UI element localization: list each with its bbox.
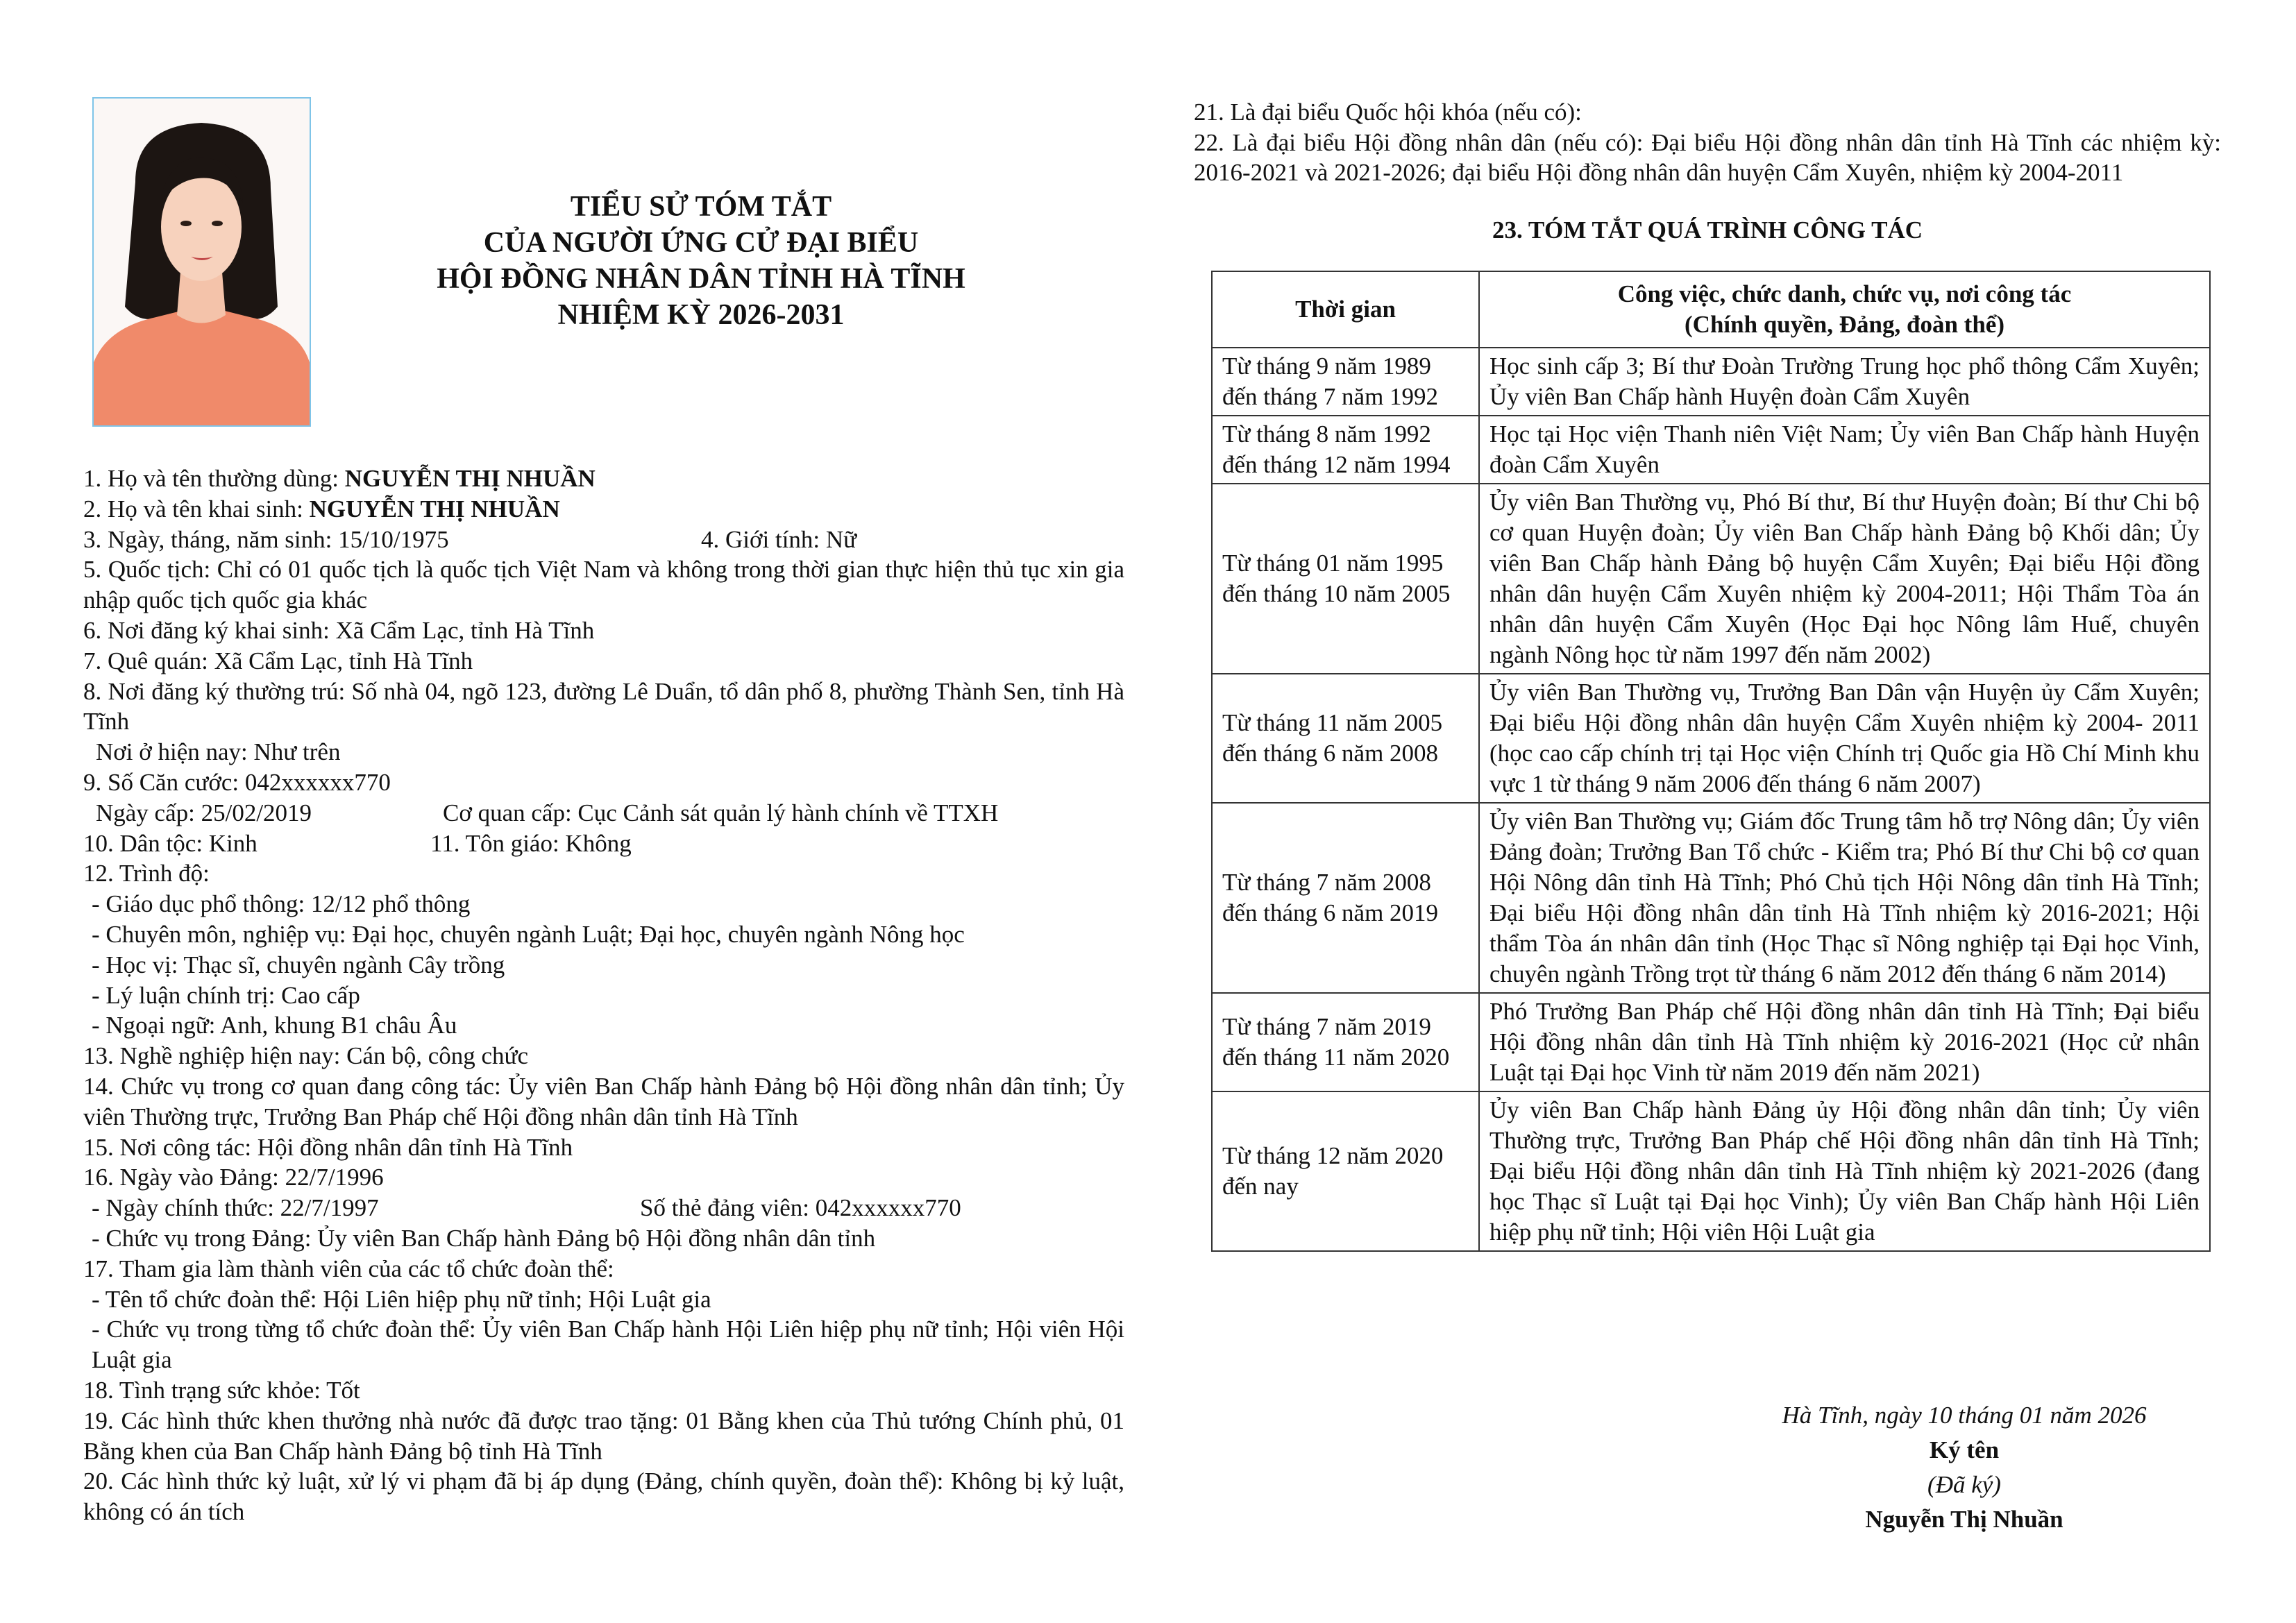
bio-line-17a: - Tên tổ chức đoàn thể: Hội Liên hiệp phụ nữ tỉnh; Hội Luật gia [92, 1285, 711, 1313]
biography-section [83, 464, 1124, 1527]
time-cell: Từ tháng 12 năm 2020 đến nay [1212, 1091, 1479, 1251]
bio-line-12b: - Chuyên môn, nghiệp vụ: Đại học, chuyên ngành Luật; Đại học, chuyên ngành Nông học [92, 920, 965, 948]
title-line: TIỂU SỬ TÓM TẮT [570, 191, 832, 223]
bio-line-8: 8. Nơi đăng ký thường trú: Số nhà 04, ngõ 123, đường Lê Duẩn, tổ dân phố 8, phường Thành Sen, tỉnh Hà Tĩnh [83, 677, 1124, 736]
document-title [389, 189, 1013, 333]
bio-line-12c: - Học vị: Thạc sĩ, chuyên ngành Cây trồng [92, 951, 505, 978]
bio-line-6: 6. Nơi đăng ký khai sinh: Xã Cẩm Lạc, tỉnh Hà Tĩnh [83, 616, 595, 644]
description-cell: Ủy viên Ban Thường vụ, Trưởng Ban Dân vận Huyện ủy Cẩm Xuyên; Đại biểu Hội đồng nhân dân huyện Cẩm Xuyên nhiệm kỳ 2004- 2011 (học cao cấp chính trị tại Học viện Chính trị Quốc gia Hồ Chí Minh khu vực 1 từ tháng 9 năm 2006 đến tháng 6 năm 2007) [1479, 674, 2210, 803]
time-cell: Từ tháng 8 năm 1992 đến tháng 12 năm 1994 [1212, 416, 1479, 484]
signature-block [1721, 1398, 2207, 1537]
header-time: Thời gian [1212, 271, 1479, 348]
description-cell: Học tại Học viện Thanh niên Việt Nam; Ủy viên Ban Chấp hành Huyện đoàn Cẩm Xuyên [1479, 416, 2210, 484]
bio-line-2: 2. Họ và tên khai sinh: NGUYỄN THỊ NHUẦN [83, 495, 560, 522]
portrait-photo [92, 97, 311, 427]
bio-line-9: 9. Số Căn cước: 042xxxxxx770 [83, 768, 391, 796]
table-row [1212, 1091, 2210, 1251]
bio-line-10: 10. Dân tộc: Kinh 11. Tôn giáo: Không [83, 829, 632, 857]
bio-line-21: 21. Là đại biểu Quốc hội khóa (nếu có): [1194, 99, 1582, 126]
time-cell: Từ tháng 7 năm 2019 đến tháng 11 năm 2020 [1212, 993, 1479, 1091]
time-cell: Từ tháng 7 năm 2008 đến tháng 6 năm 2019 [1212, 803, 1479, 993]
time-cell: Từ tháng 9 năm 1989 đến tháng 7 năm 1992 [1212, 348, 1479, 416]
representative-info [1194, 97, 2221, 188]
title-line: CỦA NGƯỜI ỨNG CỬ ĐẠI BIỂU [483, 227, 919, 259]
bio-line-18: 18. Tình trạng sức khỏe: Tốt [83, 1376, 360, 1404]
bio-line-12: 12. Trình độ: [83, 860, 210, 887]
bio-line-12e: - Ngoại ngữ: Anh, khung B1 châu Âu [92, 1012, 457, 1039]
description-cell: Ủy viên Ban Chấp hành Đảng ủy Hội đồng nhân dân tỉnh; Ủy viên Thường trực, Trưởng Ban Pháp chế Hội đồng nhân dân tỉnh Hà Tĩnh; Đại biểu Hội đồng nhân dân tỉnh Hà Tĩnh nhiệm kỳ 2021-2026 (đang học Thạc sĩ Luật tại Đại học Vinh); Ủy viên Ban Chấp hành Hội Liên hiệp phụ nữ tỉnh; Hội viên Hội Luật gia [1479, 1091, 2210, 1251]
bio-line-15: 15. Nơi công tác: Hội đồng nhân dân tỉnh Hà Tĩnh [83, 1133, 573, 1161]
bio-line-17b: - Chức vụ trong từng tổ chức đoàn thể: Ủy viên Ban Chấp hành Hội Liên hiệp phụ nữ tỉnh; Hội viên Hội Luật gia [92, 1316, 1124, 1374]
bio-line-8b: Nơi ở hiện nay: Như trên [96, 738, 341, 766]
bio-line-16c: - Chức vụ trong Đảng: Ủy viên Ban Chấp hành Đảng bộ Hội đồng nhân dân tỉnh [92, 1224, 876, 1252]
sign-label: Ký tên [1929, 1436, 2000, 1463]
table-row [1212, 993, 2210, 1091]
bio-line-1: 1. Họ và tên thường dùng: NGUYỄN THỊ NHUẦN [83, 465, 596, 492]
bio-line-17: 17. Tham gia làm thành viên của các tổ chức đoàn thể: [83, 1255, 614, 1282]
table-header-row [1212, 271, 2210, 348]
bio-line-7: 7. Quê quán: Xã Cẩm Lạc, tỉnh Hà Tĩnh [83, 647, 473, 674]
signed-note: (Đã ký) [1927, 1471, 2001, 1498]
time-cell: Từ tháng 11 năm 2005 đến tháng 6 năm 2008 [1212, 674, 1479, 803]
header-description: Công việc, chức danh, chức vụ, nơi công tác (Chính quyền, Đảng, đoàn thể) [1479, 271, 2210, 348]
description-cell: Ủy viên Ban Thường vụ, Phó Bí thư, Bí thư Huyện đoàn; Bí thư Chi bộ cơ quan Huyện đoàn; Ủy viên Ban Chấp hành Đảng bộ Khối dân; Ủy viên Ban Chấp hành Đảng bộ huyện Cẩm Xuyên; Đại biểu Hội đồng nhân dân huyện Cẩm Xuyên nhiệm kỳ 2004-2011; Hội Thẩm Tòa án nhân dân huyện Cẩm Xuyên (Học Đại học Nông lâm Huế, chuyên ngành Nông học từ năm 1997 đến năm 2002) [1479, 484, 2210, 674]
title-line: HỘI ĐỒNG NHÂN DÂN TỈNH HÀ TĨNH [437, 263, 965, 295]
bio-line-16: 16. Ngày vào Đảng: 22/7/1996 [83, 1164, 384, 1191]
table-row [1212, 416, 2210, 484]
bio-line-13: 13. Nghề nghiệp hiện nay: Cán bộ, công chức [83, 1042, 529, 1070]
table-row [1212, 348, 2210, 416]
description-cell: Học sinh cấp 3; Bí thư Đoàn Trường Trung học phổ thông Cẩm Xuyên; Ủy viên Ban Chấp hành Huyện đoàn Cẩm Xuyên [1479, 348, 2210, 416]
bio-line-5: 5. Quốc tịch: Chỉ có 01 quốc tịch là quốc tịch Việt Nam và không trong thời gian thực hiện thủ tục xin gia nhập quốc tịch quốc gia khác [83, 556, 1124, 614]
bio-line-16a: - Ngày chính thức: 22/7/1997 Số thẻ đảng viên: 042xxxxxx770 [92, 1194, 961, 1222]
table-row [1212, 484, 2210, 674]
bio-line-20: 20. Các hình thức kỷ luật, xử lý vi phạm đã bị áp dụng (Đảng, chính quyền, đoàn thể): Không bị kỷ luật, không có án tích [83, 1468, 1124, 1526]
bio-line-12d: - Lý luận chính trị: Cao cấp [92, 981, 360, 1009]
career-heading: 23. TÓM TẮT QUÁ TRÌNH CÔNG TÁC [1492, 216, 1923, 244]
place-date: Hà Tĩnh, ngày 10 tháng 01 năm 2026 [1782, 1402, 2147, 1429]
career-table [1211, 271, 2211, 1252]
table-row [1212, 674, 2210, 803]
bio-line-19: 19. Các hình thức khen thưởng nhà nước đã được trao tặng: 01 Bằng khen của Thủ tướng Chính phủ, 01 Bằng khen của Ban Chấp hành Đảng bộ tỉnh Hà Tĩnh [83, 1407, 1124, 1465]
title-line: NHIỆM KỲ 2026-2031 [557, 299, 845, 331]
description-cell: Phó Trưởng Ban Pháp chế Hội đồng nhân dân tỉnh Hà Tĩnh; Đại biểu Hội đồng nhân dân tỉnh Hà Tĩnh nhiệm kỳ 2016-2021 (Học cử nhân Luật tại Đại học Vinh từ năm 2019 đến năm 2021) [1479, 993, 2210, 1091]
bio-line-9a: Ngày cấp: 25/02/2019 Cơ quan cấp: Cục Cảnh sát quản lý hành chính về TTXH [96, 799, 999, 826]
bio-line-12a: - Giáo dục phổ thông: 12/12 phổ thông [92, 890, 471, 918]
description-cell: Ủy viên Ban Thường vụ; Giám đốc Trung tâm hỗ trợ Nông dân; Ủy viên Đảng đoàn; Trưởng Ban Tổ chức - Kiểm tra; Phó Bí thư Chi bộ cơ quan Hội Nông dân tỉnh Hà Tĩnh; Phó Chủ tịch Hội Nông dân tỉnh Hà Tĩnh; Đại biểu Hội đồng nhân dân tỉnh Hà Tĩnh nhiệm kỳ 2016-2021; Hội thẩm Tòa án nhân dân tỉnh (Học Thạc sĩ Nông nghiệp tại Đại học Vinh, chuyên ngành Trồng trọt từ tháng 6 năm 2012 đến tháng 6 năm 2014) [1479, 803, 2210, 993]
time-cell: Từ tháng 01 năm 1995 đến tháng 10 năm 2005 [1212, 484, 1479, 674]
bio-line-3: 3. Ngày, tháng, năm sinh: 15/10/1975 4. Giới tính: Nữ [83, 525, 857, 553]
bio-line-22: 22. Là đại biểu Hội đồng nhân dân (nếu có): Đại biểu Hội đồng nhân dân tỉnh Hà Tĩnh các nhiệm kỳ: 2016-2021 và 2021-2026; đại biểu Hội đồng nhân dân huyện Cẩm Xuyên, nhiệm kỳ 2004-2011 [1194, 128, 2221, 186]
portrait-image [94, 99, 310, 425]
bio-line-14: 14. Chức vụ trong cơ quan đang công tác: Ủy viên Ban Chấp hành Đảng bộ Hội đồng nhân dân tỉnh; Ủy viên Thường trực, Trưởng Ban Pháp chế Hội đồng nhân dân tỉnh Hà Tĩnh [83, 1072, 1124, 1130]
table-row [1212, 803, 2210, 993]
signer-name: Nguyễn Thị Nhuần [1865, 1506, 2063, 1533]
